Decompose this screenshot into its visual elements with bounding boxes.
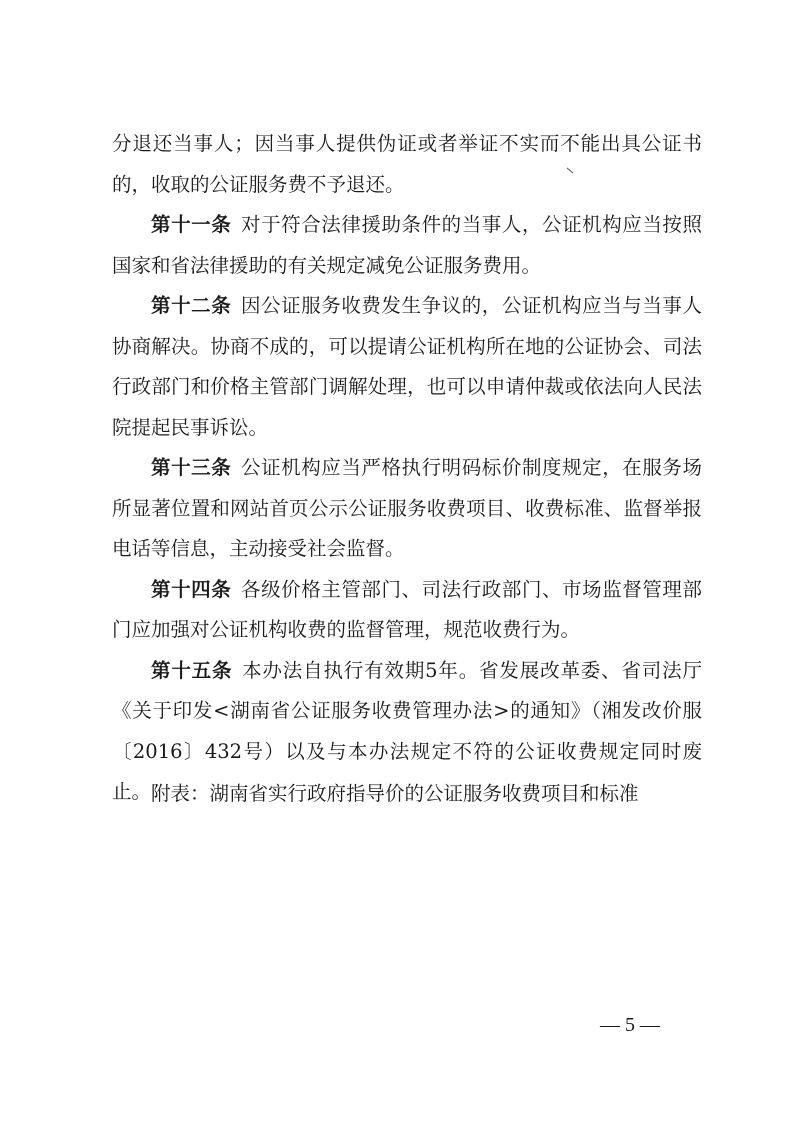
article-11: [112, 205, 702, 286]
article-text: 公证机构应当严格执行明码标价制度规定，在服务场所显著位置和网站首页公示公证服务收费项目、收费标准、监督举报电话等信息，主动接受社会监督。: [112, 456, 702, 560]
article-number: 第十一条: [151, 213, 232, 236]
article-number: 第十二条: [151, 294, 232, 317]
article-number: 第十五条: [151, 658, 233, 682]
article-number: 第十三条: [151, 456, 232, 479]
page-number: — 5 —: [600, 1014, 660, 1036]
article-12: [112, 286, 702, 448]
body-text: [112, 124, 702, 813]
article-text: 因公证服务收费发生争议的，公证机构应当与当事人协商解决。协商不成的，可以提请公证机构所在地的公证协会、司法行政部门和价格主管部门调解处理，也可以申请仲裁或依法向人民法院提起民事诉讼。: [112, 294, 702, 439]
article-number: 第十四条: [151, 577, 232, 601]
article-text: 本办法自执行有效期5年。省发展改革委、省司法厅《关于印发<湖南省公证服务收费管理办法>的通知》（湘发改价服〔2016〕432号）以及与本办法规定不符的公证收费规定同时废止。: [112, 658, 702, 803]
article-text: 对于符合法律援助条件的当事人，公证机构应当按照国家和省法律援助的有关规定减免公证服务费用。: [112, 213, 702, 277]
continuation-paragraph: 分退还当事人；因当事人提供伪证或者举证不实而不能出具公证书的，收取的公证服务费不予退还。: [112, 132, 702, 196]
appendix-line: 附表：湖南省实行政府指导价的公证服务收费项目和标准: [151, 782, 639, 805]
article-13: [112, 448, 702, 570]
article-14: [112, 570, 702, 651]
article-text: 各级价格主管部门、司法行政部门、市场监督管理部门应加强对公证机构收费的监督管理，规范收费行为。: [112, 577, 702, 641]
